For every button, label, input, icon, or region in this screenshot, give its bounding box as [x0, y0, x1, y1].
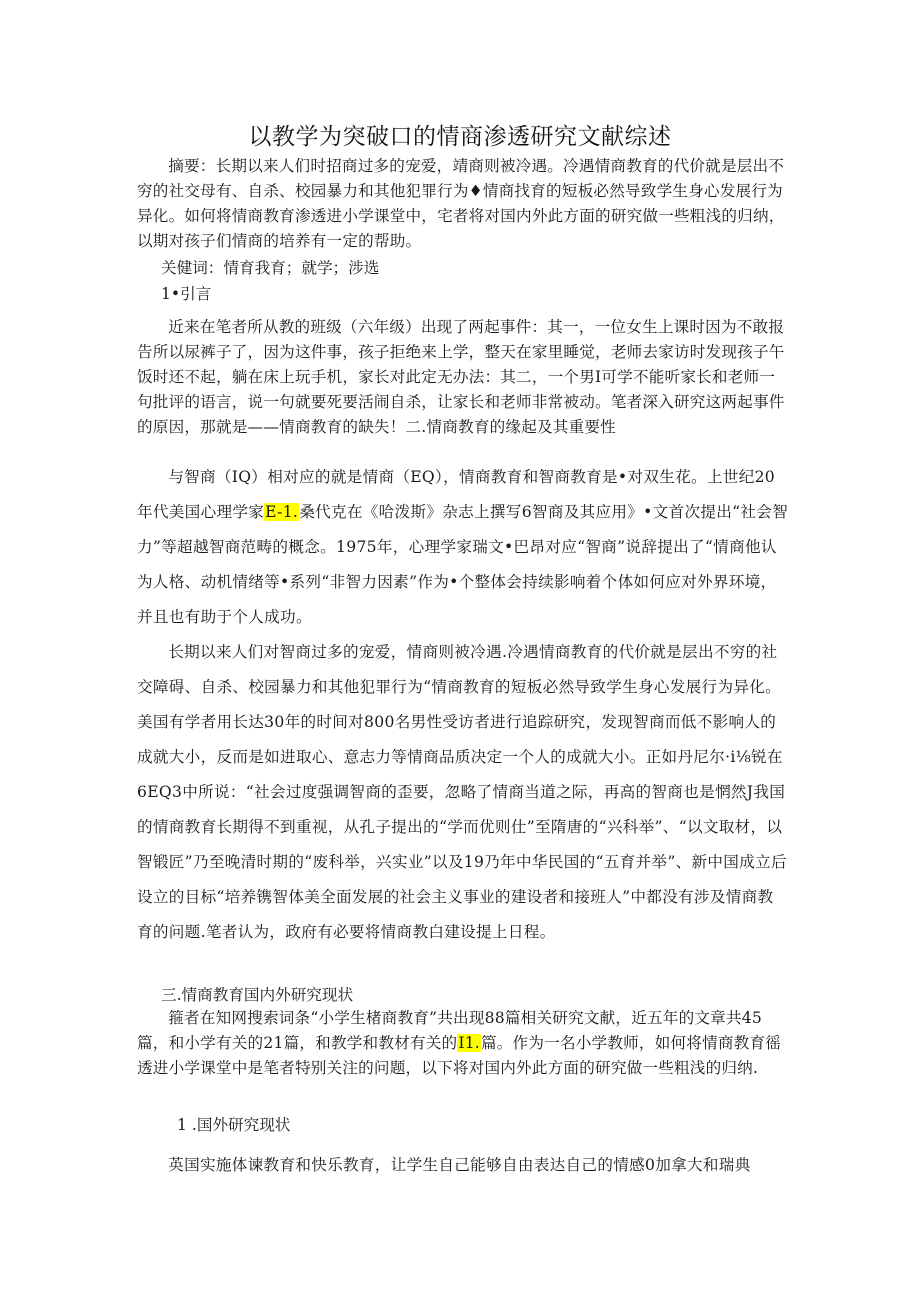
foreign-research-paragraph: 英国实施体谏教育和快乐教育，让学生自己能够自由表达自己的情感0加拿大和瑞典: [168, 1156, 751, 1174]
iq-eq-paragraph-text-1: 与智商（IQ）相对应的就是情商（EQ），情商教育和智商教育是•对双生花。上世纪20年代美国心理学家: [137, 468, 776, 521]
research-status-text-2: 篇。作为一名小学教师，如何将情商教育徭透进小学课堂中是笔者特别关注的问题，以下将对国内外此方面的研究做一些粗浅的归纳.: [137, 1034, 782, 1077]
highlighted-text: E-1.: [265, 503, 299, 521]
subsection-heading-foreign: 1 .国外研究现状: [177, 1116, 291, 1134]
abstract-paragraph: 摘要：长期以来人们时招商过多的宠爱，靖商则被冷遇。冷遇情商教育的代价就是层出不穷的社交母有、自杀、校园暴力和其他犯罪行为♦情商找育的短板必然导致学生身心发展行为异化。如何将情商教育渗透进小学课堂中，宅者将对国内外此方面的研究做一些粗浅的归纳，以期对孩子们情商的培养有一定的帮助。: [137, 157, 785, 250]
research-status-paragraph: [137, 1006, 789, 1081]
iq-eq-paragraph: [137, 460, 789, 635]
section-heading-intro: 1•引言: [161, 285, 212, 303]
research-status-text-1: 箍者在知网搜索词条“小学生楮商教育”共出现88篇相关研究文献，近五年的文章共45篇，和小学有关的21篇，和教学和教材有关的: [137, 1009, 763, 1052]
education-history-paragraph: 长期以来人们对智商过多的宠爱，情商则被冷遇.冷遇情商教育的代价就是层出不穷的社交障碍、自杀、校园暴力和其他犯罪行为“情商教育的短板必然导致学生身心发展行为异化。美国有学者用长达30年的时间对800名男性受访者进行追踪研究，发现智商而低不影响人的成就大小，反而是如进取心、意志力等情商品质决定一个人的成就大小。正如丹尼尔·i⅛锐在6EQ3中所说：“社会过度强调智商的歪要，忽略了情商当道之际，再高的智商也是惘然J我国的情商教育长期得不到重视，从孔子提出的“学而优则仕”至隋唐的“兴科举”、“以文取材，以智锻匠”乃至晚清时期的“废科举，兴实业”以及19乃年中华民国的“五育并举”、新中国成立后设立的目标“培养镌智体美全面发展的社会主义事业的建设者和接班人”中都没有涉及情商教育的问题.笔者认为，政府有必要将情商教白建设提上日程。: [137, 643, 787, 941]
intro-paragraph: 近来在笔者所从教的班级（六年级）出现了两起事件：其一，一位女生上课时因为不敢报告所以尿裤子了，因为这件事，孩子拒绝来上学，整天在家里睡觉，老师去家访时发现孩子午饭时还不起，躺在床上玩手机，家长对此定无办法：其二，一个男I可学不能听家长和老师一句批评的语言，说一句就要死要活闹自杀，让家长和老师非常被动。笔者深入研究这两起事件的原因，那就是——情商教育的缺失！二.情商教育的缘起及其重要性: [137, 318, 785, 436]
section-heading-research-status: 三.情商教育国内外研究现状: [161, 986, 354, 1004]
highlighted-text: I1.: [458, 1034, 480, 1052]
keywords-line: 关健词：情育我育；就学；涉选: [161, 259, 380, 277]
document-title: 以教学为突破口的情商渗透研究文献综述: [248, 124, 672, 150]
iq-eq-paragraph-text-2: 桑代克在《哈泼斯》杂志上撰写6智商及其应用》•文首次提出“社会智力”等超越智商范畴的概念。1975年，心理学家瑞文•巴昂对应“智商”说辞提出了“情商他认为人格、动机情绪等•系列“非智力因素”作为•个整体会持续影响着个体如何应对外界环境，并且也有助于个人成功。: [137, 503, 789, 626]
